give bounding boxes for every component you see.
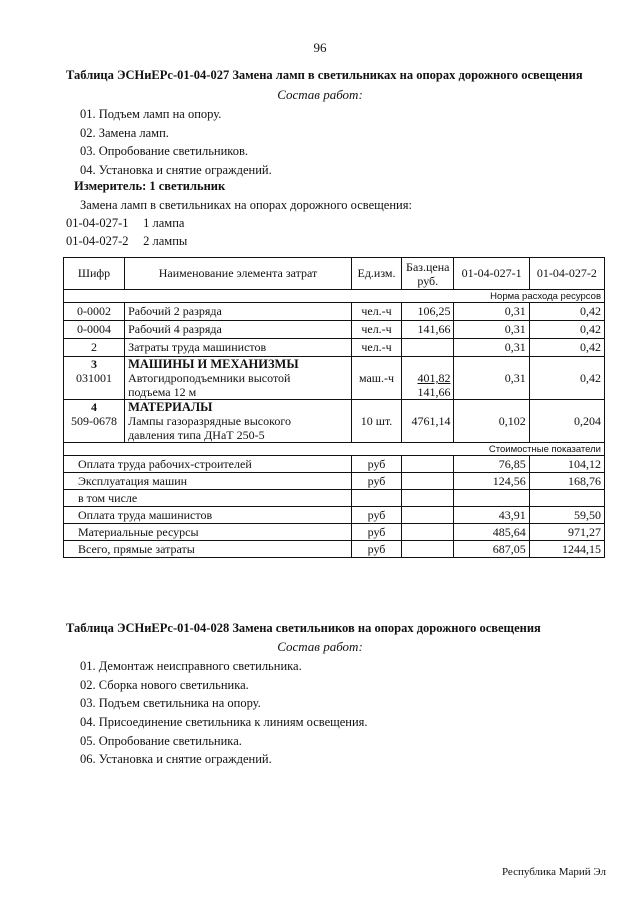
summary-row (64, 473, 605, 490)
header-code: Шифр (64, 258, 125, 290)
table-2-works-list (80, 657, 368, 769)
work-item: 03. Подъем светильника на опору. (80, 696, 261, 711)
variant-row (66, 234, 187, 249)
price-line: 141,66 (417, 385, 451, 399)
work-item: 03. Опробование светильников. (80, 144, 249, 159)
summary-row (64, 456, 605, 473)
variant-row (66, 216, 184, 231)
cell-price: 106,25 (402, 303, 454, 321)
summary-label: Оплата труда рабочих-строителей (64, 456, 352, 473)
summary-price (402, 524, 454, 541)
cell-price: 141,66 (402, 321, 454, 339)
resource-code: 509-0678 (71, 414, 118, 428)
cost-subheader: Стоимостные показатели (64, 443, 605, 456)
summary-row (64, 507, 605, 524)
summary-v2: 168,76 (529, 473, 604, 490)
table-2-works-heading: Состав работ: (277, 639, 363, 654)
summary-unit: руб (351, 541, 401, 558)
variant-label: 2 лампы (143, 234, 188, 248)
summary-row (64, 490, 605, 507)
summary-v2 (529, 490, 604, 507)
cell-price (402, 357, 454, 400)
table-1-works-heading: Состав работ: (277, 87, 363, 102)
header-variant-1: 01-04-027-1 (454, 258, 529, 290)
cell-price (402, 339, 454, 357)
summary-unit: руб (351, 473, 401, 490)
table-1-works-list (80, 105, 272, 180)
cell-name (125, 400, 352, 443)
resource-code: 031001 (76, 371, 113, 385)
cell-name: Рабочий 2 разряда (125, 303, 352, 321)
summary-v2: 59,50 (529, 507, 604, 524)
cell-code (64, 357, 125, 400)
cell-v2: 0,42 (529, 321, 604, 339)
cell-unit: чел.-ч (351, 339, 401, 357)
summary-v2: 104,12 (529, 456, 604, 473)
cost-subheader-row (64, 443, 605, 456)
table-header-row (64, 258, 605, 290)
summary-label: Эксплуатация машин (64, 473, 352, 490)
table-row (64, 400, 605, 443)
cell-unit: маш.-ч (351, 357, 401, 400)
resource-name-line: давления типа ДНаТ 250-5 (128, 428, 265, 442)
resource-norms-table (63, 257, 605, 558)
table-row (64, 357, 605, 400)
table-2-title: Таблица ЭСНиЕРс-01-04-028 Замена светильников на опорах дорожного освещения (66, 621, 541, 635)
summary-unit (351, 490, 401, 507)
section-title: МАШИНЫ И МЕХАНИЗМЫ (128, 357, 299, 371)
work-item: 04. Присоединение светильника к линиям освещения. (80, 715, 368, 730)
summary-unit: руб (351, 524, 401, 541)
cell-code: 0-0002 (64, 303, 125, 321)
variants-description: Замена ламп в светильниках на опорах дорожного освещения: (80, 198, 412, 212)
cell-v1: 0,31 (454, 339, 529, 357)
summary-v1: 124,56 (454, 473, 529, 490)
summary-price (402, 473, 454, 490)
summary-unit: руб (351, 507, 401, 524)
meter-label: Измеритель: 1 светильник (74, 179, 226, 193)
cell-name (125, 357, 352, 400)
page-number: 96 (313, 40, 327, 55)
summary-price (402, 541, 454, 558)
table-1-title: Таблица ЭСНиЕРс-01-04-027 Замена ламп в светильниках на опорах дорожного освещения (66, 68, 583, 82)
norm-subheader: Норма расхода ресурсов (64, 290, 605, 303)
summary-label: Всего, прямые затраты (64, 541, 352, 558)
cell-unit: чел.-ч (351, 321, 401, 339)
cell-code: 2 (64, 339, 125, 357)
work-item: 02. Замена ламп. (80, 125, 169, 140)
summary-v2: 971,27 (529, 524, 604, 541)
cell-v2: 0,204 (529, 400, 604, 443)
cell-v2: 0,42 (529, 339, 604, 357)
cell-unit: чел.-ч (351, 303, 401, 321)
variant-code: 01-04-027-1 (66, 216, 129, 230)
cell-v1: 0,31 (454, 321, 529, 339)
section-number: 4 (91, 400, 98, 414)
work-item: 01. Демонтаж неисправного светильника. (80, 659, 302, 673)
table-row (64, 303, 605, 321)
summary-v2: 1244,15 (529, 541, 604, 558)
work-item: 02. Сборка нового светильника. (80, 677, 249, 692)
resource-name-line: Лампы газоразрядные высокого (128, 414, 291, 428)
work-item: 05. Опробование светильника. (80, 733, 242, 748)
table-row (64, 339, 605, 357)
resource-name-line: подъема 12 м (128, 385, 197, 399)
cell-code: 0-0004 (64, 321, 125, 339)
work-item: 01. Подъем ламп на опору. (80, 107, 222, 121)
header-unit: Ед.изм. (351, 258, 401, 290)
summary-price (402, 507, 454, 524)
summary-v1: 485,64 (454, 524, 529, 541)
work-item: 06. Установка и снятие ограждений. (80, 752, 272, 767)
variant-code: 01-04-027-2 (66, 234, 129, 248)
summary-row (64, 524, 605, 541)
page-footer: Республика Марий Эл (501, 866, 606, 878)
section-title: МАТЕРИАЛЫ (128, 400, 213, 414)
cell-price: 4761,14 (402, 400, 454, 443)
table-row (64, 321, 605, 339)
summary-v1 (454, 490, 529, 507)
cell-v2: 0,42 (529, 303, 604, 321)
cell-v1: 0,31 (454, 303, 529, 321)
summary-label: Материальные ресурсы (64, 524, 352, 541)
summary-v1: 76,85 (454, 456, 529, 473)
summary-label: Оплата труда машинистов (64, 507, 352, 524)
header-price: Баз.цена руб. (402, 258, 454, 290)
cell-name: Затраты труда машинистов (125, 339, 352, 357)
section-number: 3 (91, 357, 98, 371)
cell-v2: 0,42 (529, 357, 604, 400)
header-variant-2: 01-04-027-2 (529, 258, 604, 290)
cell-unit: 10 шт. (351, 400, 401, 443)
summary-v1: 43,91 (454, 507, 529, 524)
cell-v1: 0,31 (454, 357, 529, 400)
summary-row (64, 541, 605, 558)
cell-v1: 0,102 (454, 400, 529, 443)
price-line: 401,82 (417, 371, 451, 385)
summary-price (402, 490, 454, 507)
variant-label: 1 лампа (143, 216, 185, 230)
header-name: Наименование элемента затрат (125, 258, 352, 290)
summary-price (402, 456, 454, 473)
summary-label: в том числе (64, 490, 352, 507)
work-item: 04. Установка и снятие ограждений. (80, 163, 272, 178)
cell-name: Рабочий 4 разряда (125, 321, 352, 339)
summary-v1: 687,05 (454, 541, 529, 558)
resource-name-line: Автогидроподъемники высотой (128, 371, 291, 385)
norm-subheader-row (64, 290, 605, 303)
summary-unit: руб (351, 456, 401, 473)
cell-code (64, 400, 125, 443)
